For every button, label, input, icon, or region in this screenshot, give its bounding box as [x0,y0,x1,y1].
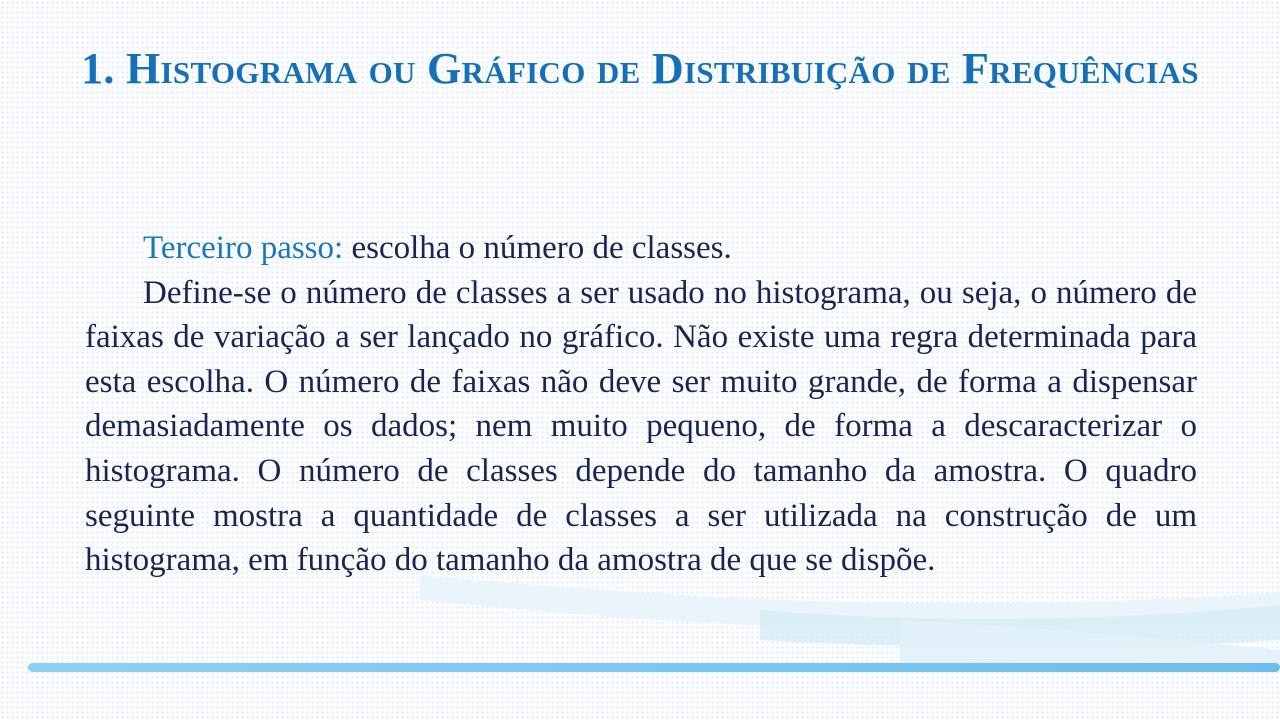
body-paragraph: Define-se o número de classes a ser usado no histograma, ou seja, o número de faixas de variação a ser lançado no gráfico. Não existe uma regra determinada para esta escolha. O número de faixas não deve ser muito grande, de forma a dispensar demasiadamente os dados; nem muito pequeno, de forma a descaracterizar o histograma. O número de classes depende do tamanho da amostra. O quadro seguinte mostra a quantidade de classes a ser utilizada na construção de um histograma, em função do tamanho da amostra de que se dispõe. [85,274,1197,579]
step-label: Terceiro passo: [143,230,344,266]
step-line [85,226,1197,271]
step-text: escolha o número de classes. [343,230,732,266]
slide-body [85,226,1197,583]
slide-title: 1. Histograma ou Gráfico de Distribuição de Frequências [81,44,1199,93]
